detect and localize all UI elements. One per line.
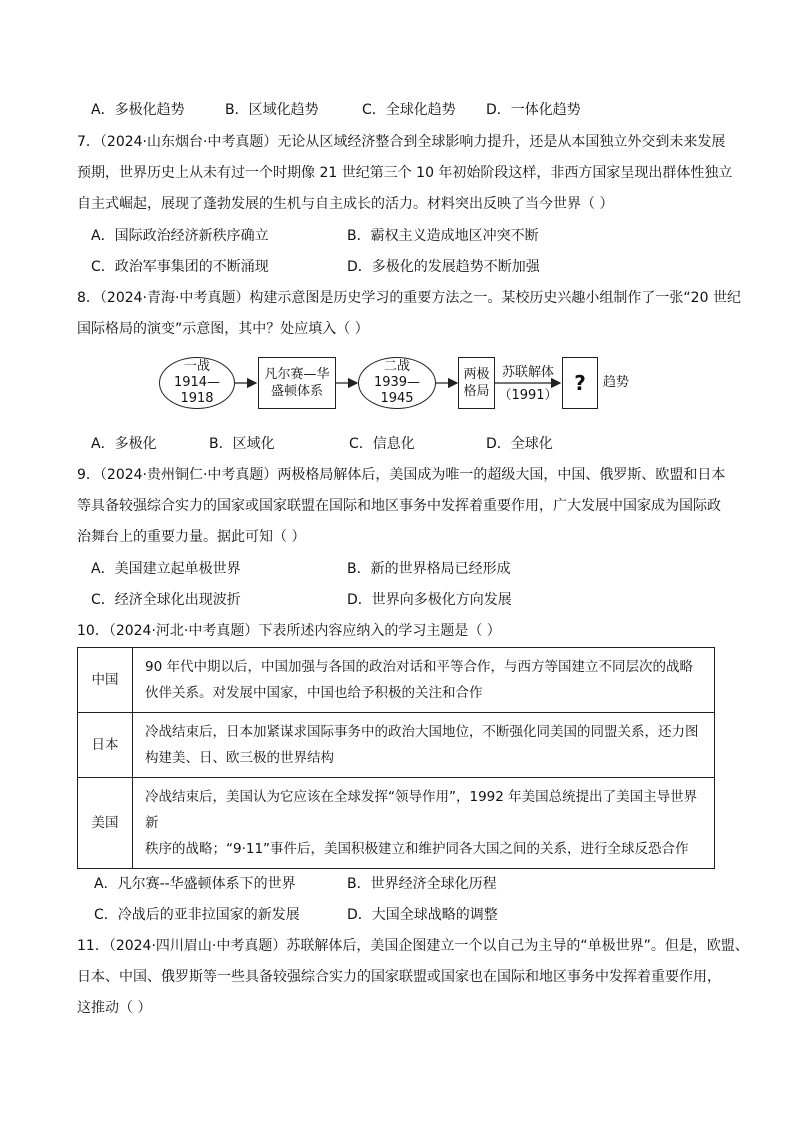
- ww1-ellipse: 一战 1914— 1918: [159, 357, 235, 409]
- q8-option-b: B．区域化: [209, 436, 275, 452]
- q8-stem-line-2: 国际格局的演变”示意图，其中？处应填入（ ）: [77, 321, 369, 337]
- q8-option-a: A．多极化: [91, 436, 157, 452]
- q6-option-c: C．全球化趋势: [362, 102, 456, 118]
- q9-option-c: C．经济全球化出现波折: [91, 592, 241, 608]
- q10-option-c: C．冷战后的亚非拉国家的新发展: [94, 907, 300, 923]
- q11-stem-line-1: 11．（2024·四川眉山·中考真题）苏联解体后，美国企图建立一个以自己为主导的“单极世界”。但是，欧盟、: [77, 938, 749, 954]
- country-cell: 中国: [78, 648, 133, 713]
- country-cell: 日本: [78, 713, 133, 778]
- q9-option-b: B．新的世界格局已经形成: [347, 561, 511, 577]
- q10-stem: 10．（2024·河北·中考真题）下表所述内容应纳入的学习主题是（ ）: [77, 623, 501, 639]
- q7-option-b: B．霸权主义造成地区冲突不断: [347, 228, 539, 244]
- q6-option-b: B．区域化趋势: [225, 102, 319, 118]
- bipolar-box: 两极 格局: [458, 357, 495, 409]
- q10-option-d: D．大国全球战略的调整: [347, 907, 498, 923]
- q9-option-d: D．世界向多极化方向发展: [347, 592, 512, 608]
- unknown-box: ?: [562, 357, 598, 409]
- ww2-ellipse: 二战 1939— 1945: [358, 357, 436, 409]
- table-row: [78, 648, 715, 713]
- ussr-year: （1991）: [498, 388, 558, 403]
- table-row: [78, 713, 715, 778]
- q9-stem-line-1: 9．（2024·贵州铜仁·中考真题）两极格局解体后，美国成为唯一的超级大国，中国、俄罗斯、欧盟和日本: [77, 467, 726, 483]
- description-cell: 冷战结束后，日本加紧谋求国际事务中的政治大国地位，不断强化同美国的同盟关系，还力图 构建美、日、欧三极的世界结构: [133, 713, 715, 778]
- description-cell: 90 年代中期以后，中国加强与各国的政治对话和平等合作，与西方等国建立不同层次的战略 伙伴关系。对发展中国家，中国也给予积极的关注和合作: [133, 648, 715, 713]
- description-cell: 冷战结束后，美国认为它应该在全球发挥“领导作用”，1992 年美国总统提出了美国主导世界新 秩序的战略；“9·11”事件后，美国积极建立和维护同各大国之间的关系，进行全球反恐合作: [133, 778, 715, 869]
- q7-stem-line-2: 预期，世界历史上从未有过一个时期像 21 世纪第三个 10 年初始阶段这样，非西方国家呈现出群体性独立: [77, 165, 733, 181]
- q7-option-a: A．国际政治经济新秩序确立: [91, 228, 269, 244]
- q7-option-c: C．政治军事集团的不断涌现: [91, 259, 269, 275]
- q6-option-d: D．一体化趋势: [486, 102, 581, 118]
- q11-stem-line-3: 这推动（ ）: [77, 1000, 152, 1016]
- q9-option-a: A．美国建立起单极世界: [91, 561, 241, 577]
- q10-option-a: A．凡尔赛--华盛顿体系下的世界: [94, 876, 296, 892]
- q8-option-c: C．信息化: [349, 436, 415, 452]
- q10-option-b: B．世界经济全球化历程: [347, 876, 497, 892]
- q9-stem-line-3: 治舞台上的重要力量。据此可知（ ）: [77, 529, 306, 545]
- q8-stem-line-1: 8．（2024·青海·中考真题）构建示意图是历史学习的重要方法之一。某校历史兴趣小组制作了一张“20 世纪: [77, 290, 741, 306]
- q7-stem-line-3: 自主式崛起，展现了蓬勃发展的生机与自主成长的活力。材料突出反映了当今世界（ ）: [77, 196, 614, 212]
- q10-table: [77, 647, 715, 869]
- q9-stem-line-2: 等具备较强综合实力的国家或国家联盟在国际和地区事务中发挥着重要作用，广大发展中国家成为国际政: [77, 498, 721, 514]
- q7-option-d: D．多极化的发展趋势不断加强: [347, 259, 540, 275]
- q11-stem-line-2: 日本、中国、俄罗斯等一些具备较强综合实力的国家联盟或国家也在国际和地区事务中发挥着重要作用，: [77, 969, 721, 985]
- q6-option-a: A．多极化趋势: [91, 102, 185, 118]
- country-cell: 美国: [78, 778, 133, 869]
- trend-label: 趋势: [603, 375, 630, 390]
- ussr-label: 苏联解体: [501, 365, 554, 380]
- table-row: [78, 778, 715, 869]
- q7-stem-line-1: 7．（2024·山东烟台·中考真题）无论从区域经济整合到全球影响力提升，还是从本国独立外交到未来发展: [77, 134, 726, 150]
- versailles-box: 凡尔赛—华 盛顿体系: [258, 357, 336, 409]
- q8-option-d: D．全球化: [486, 436, 553, 452]
